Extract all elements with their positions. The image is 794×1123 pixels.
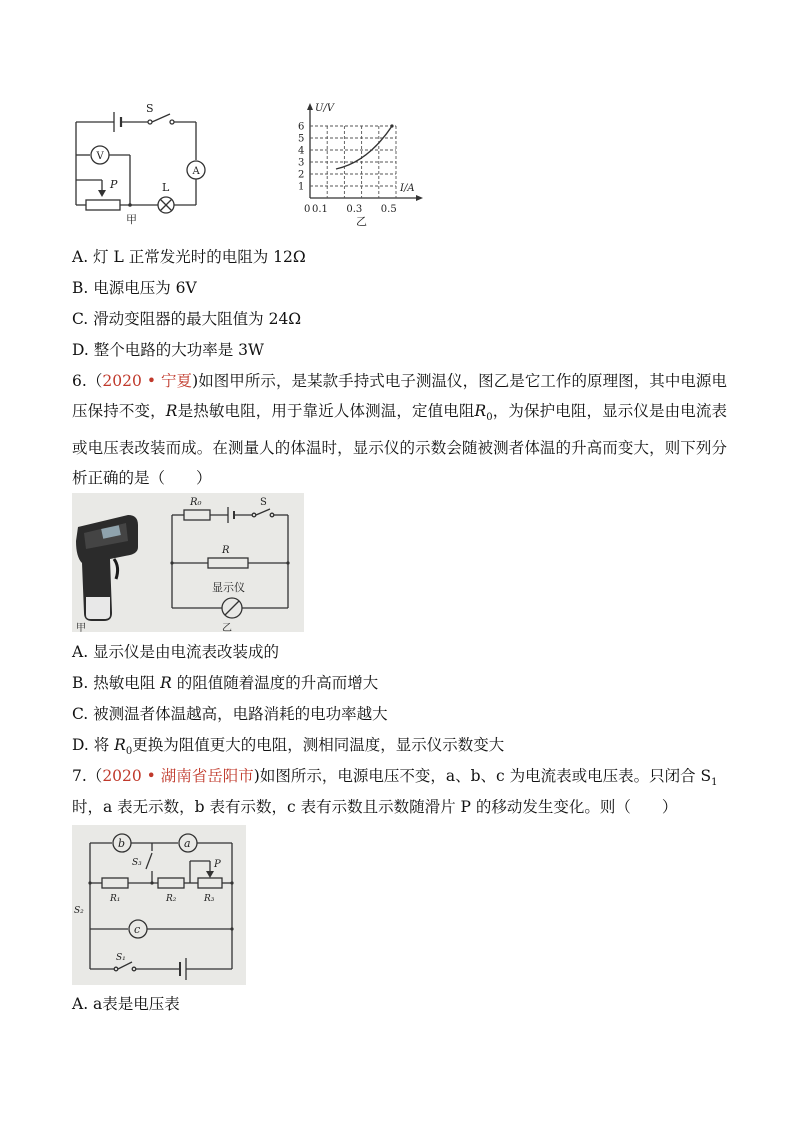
y-axis-label: U/V [315, 103, 335, 114]
label-s2: S₂ [74, 906, 84, 916]
x-tick-label: 0.1 [312, 204, 328, 215]
q6-option-d: D. 将 $R_0$更换为阻值更大的电阻，测相同温度，显示仪示数变大 [72, 736, 505, 758]
label-display: 显示仪 [212, 581, 245, 594]
q7-source: 2020 • 湖南省岳阳市 [102, 767, 254, 785]
switch-s1 [118, 962, 132, 969]
label-s3: S₃ [132, 858, 142, 868]
switch-s-6 [256, 509, 270, 515]
y-tick-label: 4 [298, 145, 305, 157]
switch-contact-left [148, 120, 152, 124]
y-tick-label: 2 [298, 169, 305, 181]
meter-c-label: c [134, 923, 141, 936]
label-s-6: S [260, 497, 267, 508]
label-r: R [222, 545, 230, 556]
slider-p-arrow [206, 871, 214, 878]
q7-figure [72, 825, 246, 985]
q6-stem: 6.（2020 • 宁夏)如图甲所示，是某款手持式电子测温仪，图乙是它工作的原理图，其中电源电压保持不变，R是热敏电阻，用于靠近人体测温，定值电阻$R_0$，为保护电阻，显示仪是由电流表或电压表改装而成。在测量人的体温时，显示仪的示数会随被测者体温的升高而变大，则下列分析正确的是（ ） [72, 372, 727, 488]
q5-option-d: D. 整个电路的大功率是 3W [72, 341, 264, 359]
switch-contact-right [170, 120, 174, 124]
q6-figure-svg [72, 493, 304, 632]
caption-jia-6: 甲 [76, 623, 86, 632]
label-s: S [146, 102, 154, 115]
q6-option-c: C. 被测温者体温越高，电路消耗的电功率越大 [72, 705, 388, 723]
graph-grid [310, 126, 396, 198]
q6-figure [72, 493, 304, 632]
q6-number: 6. [72, 372, 87, 390]
q6-option-a: A. 显示仪是由电流表改装成的 [72, 643, 280, 661]
r-thermistor [208, 558, 248, 568]
circuit-diagram-jia [66, 100, 216, 225]
q6-stem-b: 是热敏电阻，用于靠近人体测温，定值电阻 [177, 402, 475, 420]
y-tick-label: 6 [298, 121, 305, 133]
q7-stem-line2: 时，a 表无示数，b 表有示数，c 表有示数且示数随滑片 P 的移动发生变化。则（ ） [72, 798, 678, 816]
y-tick-label: 1 [298, 181, 305, 193]
x-tick-label: 0 [304, 204, 311, 215]
q6-stem-c: ，为保护电阻，显示仪是由电流表或电压表改装而成。在测量人的体温时，显示仪的示数会随被测者体温的升高而变大，则下列分析正确的是（ ） [72, 402, 727, 488]
r1-resistor [102, 878, 128, 888]
q6-option-b: B. 热敏电阻 R 的阻值随着温度的升高而增大 [72, 674, 379, 692]
q6-stem-r0: R [474, 402, 487, 420]
switch-blade [152, 114, 170, 122]
label-r1: R₁ [110, 894, 121, 904]
q5-option-c: C. 滑动变阻器的最大阻值为 24Ω [72, 310, 302, 328]
label-s1: S₁ [116, 953, 126, 963]
y-tick-label: 5 [298, 133, 305, 145]
meter-b-label: b [118, 837, 126, 850]
r0-resistor [184, 510, 210, 520]
q6-stem-a: 如图甲所示，是某款手持式电子测温仪，图乙是它工作的原理图，其中电源电压保持不变， [72, 372, 727, 420]
q6-source: 2020 • 宁夏 [102, 372, 193, 390]
caption-yi: 乙 [356, 215, 367, 228]
meter-a-label: a [184, 837, 191, 850]
label-l: L [162, 181, 170, 194]
label-r0: R₀ [190, 497, 202, 508]
label-p: P [110, 178, 118, 191]
label-r3: R₃ [204, 894, 215, 904]
q7-number: 7. [72, 767, 87, 785]
x-axis-label: I/A [400, 183, 415, 194]
voltmeter-label: V [96, 151, 104, 162]
q7-circuit [72, 825, 246, 985]
q6-stem-r: R [165, 402, 178, 420]
q7-option-a: A. a表是电压表 [72, 995, 180, 1013]
y-tick-label: 3 [298, 157, 305, 169]
label-r2: R₂ [166, 894, 177, 904]
caption-jia: 甲 [126, 213, 137, 225]
x-tick-label: 0.3 [346, 204, 363, 215]
q5-option-b: B. 电源电压为 6V [72, 279, 197, 297]
caption-yi-6: 乙 [222, 623, 232, 632]
r2-resistor [158, 878, 184, 888]
rheostat-symbol [86, 200, 120, 210]
r3-rheostat [198, 878, 222, 888]
thermometer-gun-image [76, 515, 138, 621]
q7-stem-line1: 7.（2020 • 湖南省岳阳市)如图所示，电源电压不变，a、b、c 为电流表或电压表。只闭合 $S_1$ [72, 767, 718, 789]
q5-option-a: A. 灯 L 正常发光时的电阻为 12Ω [72, 248, 306, 266]
label-p-7: P [214, 859, 221, 870]
ammeter-label: A [192, 166, 200, 177]
q6-circuit [170, 497, 289, 632]
switch-s3 [146, 853, 152, 869]
slider-arrow [98, 190, 106, 197]
x-tick-label: 0.5 [380, 204, 397, 215]
u-i-graph-yi [288, 98, 433, 230]
